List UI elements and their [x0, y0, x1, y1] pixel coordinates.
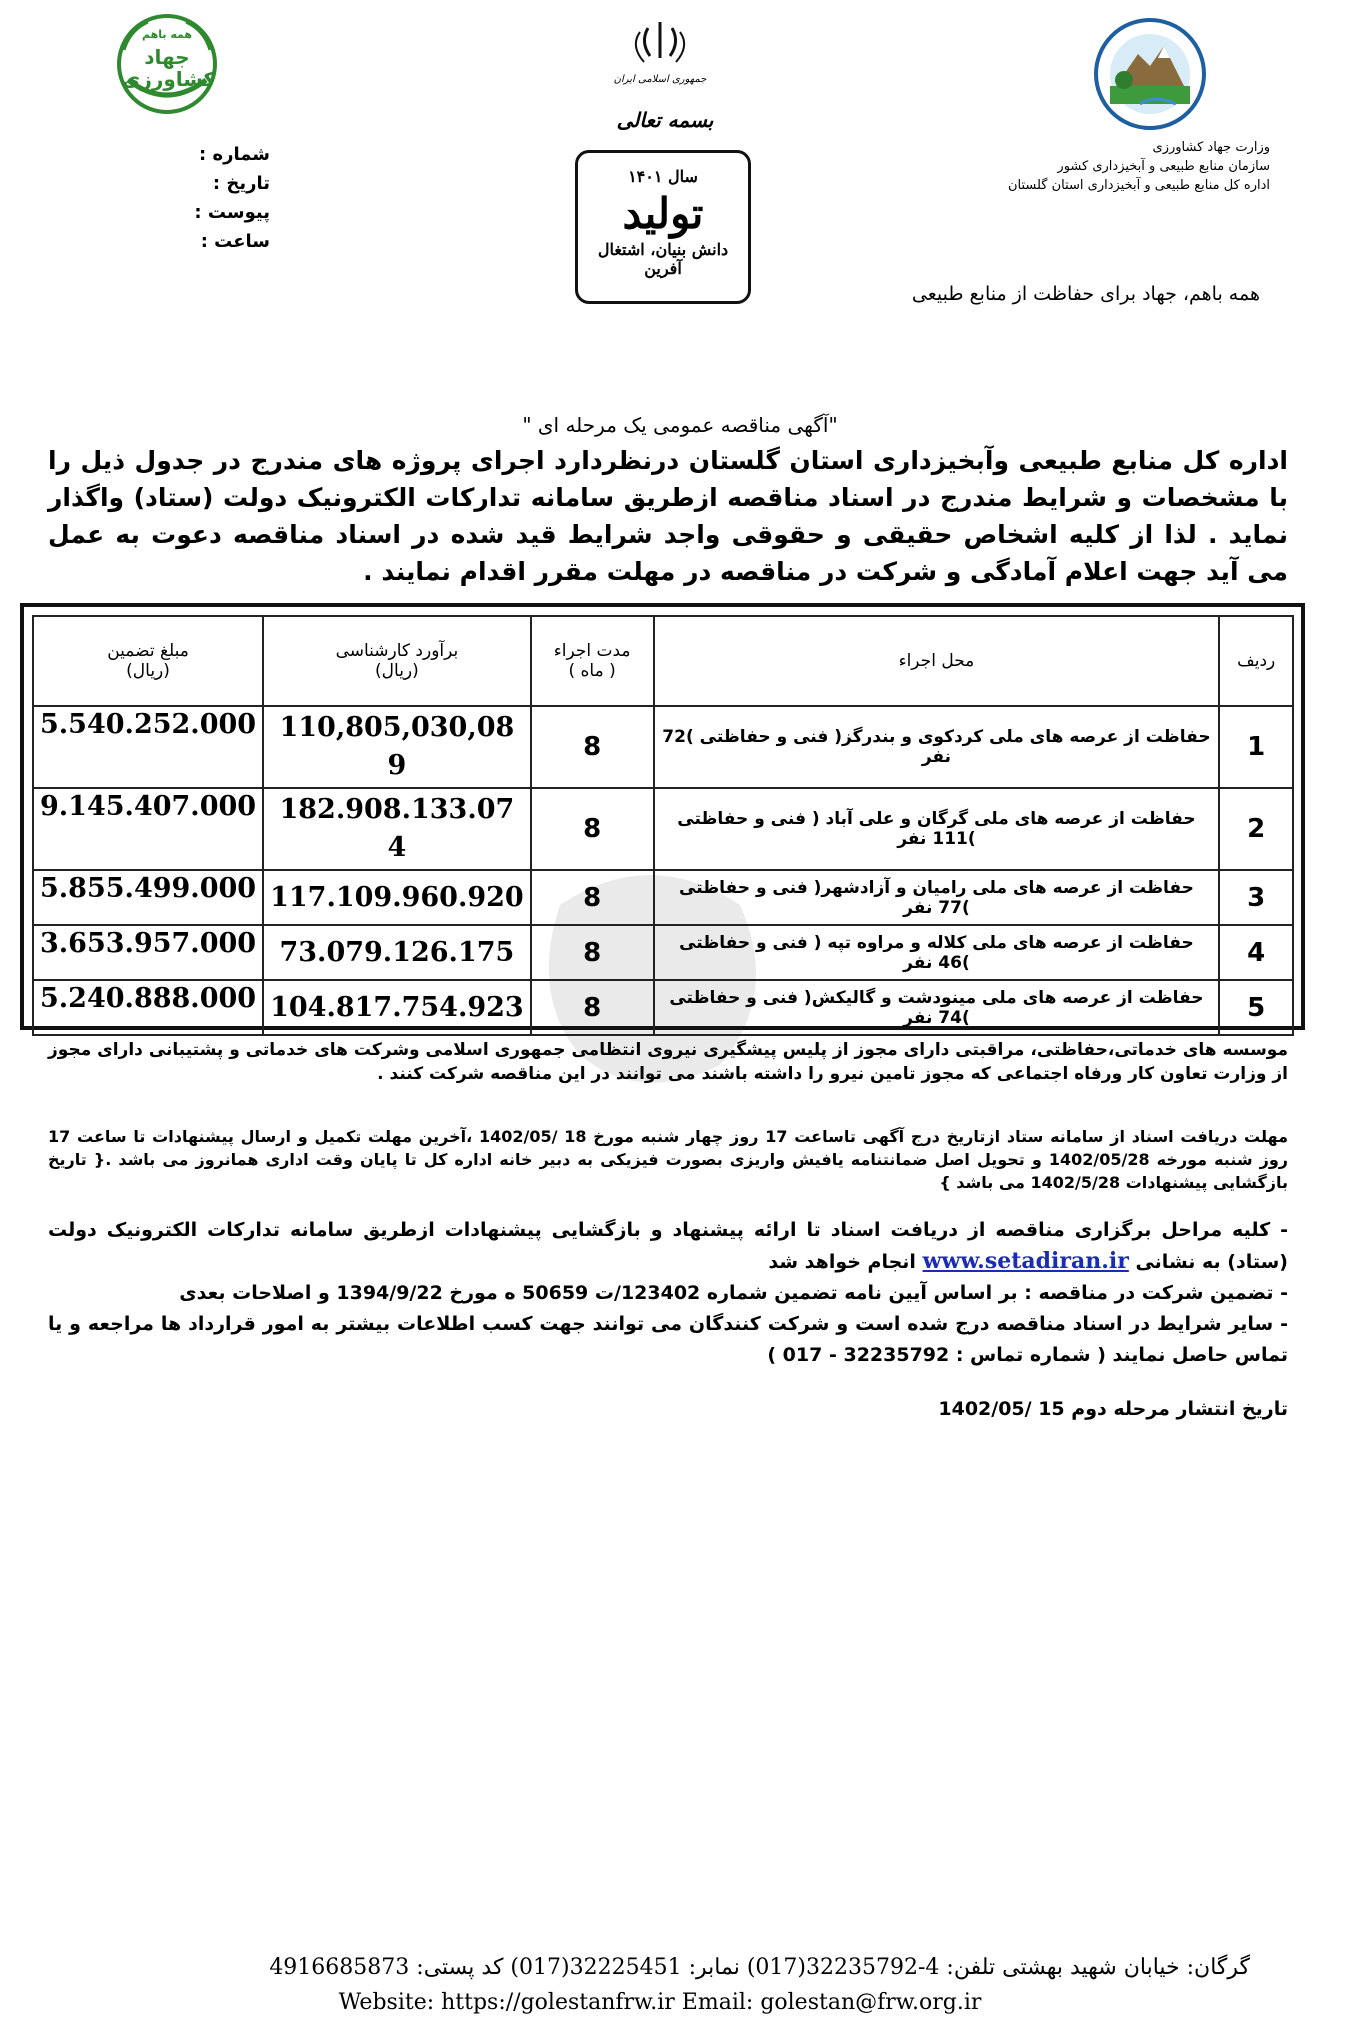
col-row: ردیف: [1219, 616, 1293, 706]
announcement-title: "آگهی مناقصه عمومی یک مرحله ای ": [522, 413, 838, 437]
attachment-label: پیوست :: [194, 202, 270, 223]
table-row: [33, 788, 1293, 870]
row-guarantee: 9.145.407.000: [33, 788, 263, 870]
logo-top-text: همه باهم: [141, 28, 192, 41]
procedure-text: - کلیه مراحل برگزاری مناقصه از دریافت اسناد تا ارائه پیشنهاد و بازگشایی پیشنهادات ازطریق سامانه تدارکات الکترونیک دولت (ستاد) به نشانی: [48, 1219, 1288, 1273]
col-estimate: [263, 616, 531, 706]
row-location: حفاظت از عرصه های ملی مینودشت و گالیکش( فنی و حفاظتی )74 نفر: [654, 980, 1220, 1035]
row-guarantee: 5.855.499.000: [33, 870, 263, 925]
estimate-part-a: 104.817.754.923: [270, 991, 524, 1023]
estimate-part-a: 110,805,030,08: [279, 712, 515, 743]
estimate-part-b: 4: [387, 832, 407, 863]
guarantee-unit: (ریال): [126, 661, 170, 681]
natural-resources-logo: [1080, 14, 1220, 134]
tender-table: [20, 603, 1305, 1030]
row-location: حفاظت از عرصه های ملی رامیان و آزادشهر( فنی و حفاظتی )77 نفر: [654, 870, 1220, 925]
jahad-logo: [108, 10, 226, 118]
organization-lines: [970, 138, 1270, 195]
slogan-sub: دانش بنیان، اشتغال آفرین: [597, 240, 729, 278]
number-label: شماره :: [199, 144, 270, 165]
estimate-title: برآورد کارشناسی: [335, 641, 459, 661]
publish-date: تاریخ انتشار مرحله دوم 15 /1402/05: [938, 1398, 1288, 1420]
row-estimate: [263, 706, 531, 788]
besm-text: بسمه تعالی: [616, 108, 714, 132]
col-duration: [531, 616, 654, 706]
other-conditions: - سایر شرایط در اسناد مناقصه درج شده است و شرکت کنندگان می توانند جهت کسب اطلاعات بیشتر به امور قرارداد ها مراجعه و یا تماس حاصل نمایند ( شماره تماس : 32235792 - 017 ): [48, 1313, 1288, 1366]
guarantee-rule: - تضمین شرکت در مناقصه : بر اساس آیین نامه تضمین شماره 123402/ت 50659 ه مورخ 1394/9/22 و اصلاحات بعدی: [179, 1282, 1288, 1304]
table-row: [33, 706, 1293, 788]
motto: همه باهم، جهاد برای حفاظت از منابع طبیعی: [911, 283, 1260, 305]
footer-address: گرگان: خیابان شهید بهشتی تلفن: 4-32235792(017) نمابر: 32225451(017) کد پستی: 4916685873: [269, 1955, 1250, 1980]
estimate-part-a: 182.908.133.07: [279, 794, 515, 825]
row-number: 5: [1219, 980, 1293, 1035]
row-estimate: [263, 980, 531, 1035]
org-line-3: اداره کل منابع طبیعی و آبخیزداری استان گلستان: [1007, 178, 1270, 193]
row-estimate: [263, 925, 531, 980]
org-line-1: وزارت جهاد کشاورزی: [1152, 140, 1270, 155]
duration-title: مدت اجراء: [553, 641, 631, 661]
row-number: 1: [1219, 706, 1293, 788]
footer-web: Website: https://golestanfrw.ir Email: golestan@frw.org.ir: [338, 1990, 982, 2015]
setadiran-link[interactable]: www.setadiran.ir: [922, 1248, 1129, 1274]
row-duration: 8: [531, 706, 654, 788]
row-duration: 8: [531, 980, 654, 1035]
row-guarantee: 3.653.957.000: [33, 925, 263, 980]
row-location: حفاظت از عرصه های ملی کلاله و مراوه تپه ( فنی و حفاظتی )46 نفر: [654, 925, 1220, 980]
estimate-part-a: 117.109.960.920: [270, 881, 524, 913]
org-line-2: سازمان منابع طبیعی و آبخیزداری کشور: [1057, 159, 1270, 174]
row-duration: 8: [531, 788, 654, 870]
row-number: 2: [1219, 788, 1293, 870]
guarantee-title: مبلغ تضمین: [107, 641, 189, 661]
date-label: تاریخ :: [212, 173, 270, 194]
col-location: محل اجراء: [654, 616, 1220, 706]
table-row: [33, 980, 1293, 1035]
table-row: [33, 925, 1293, 980]
estimate-unit: (ریال): [375, 661, 419, 681]
estimate-part-a: 73.079.126.175: [279, 936, 515, 968]
row-number: 4: [1219, 925, 1293, 980]
letter-meta: [130, 140, 270, 256]
row-location: حفاظت از عرصه های ملی گرگان و علی آباد ( فنی و حفاظتی )111 نفر: [654, 788, 1220, 870]
deadline-paragraph: مهلت دریافت اسناد از سامانه ستاد ازتاریخ درج آگهی تاساعت 17 روز چهار شنبه مورخ 18 /1402/05 ،آخرین مهلت تکمیل و ارسال پیشنهادات تا ساعت 17 روز شنبه مورخه 1402/05/28 و تحویل اصل ضمانتنامه یافیش واریزی بصورت فیزیکی به دبیر خانه اداره کل تا پایان وقت اداری همانروز می باشد .{ تاریخ بازگشایی پیشنهادات 1402/5/28 می باشد }: [48, 1127, 1288, 1192]
row-duration: 8: [531, 925, 654, 980]
slogan-year: سال ۱۴۰۱: [628, 167, 698, 186]
logo-text: جهاد کشاورزی: [122, 45, 216, 91]
procedure-paragraphs: [48, 1215, 1288, 1371]
row-estimate: [263, 870, 531, 925]
procedure-text-end: انجام خواهد شد: [768, 1251, 916, 1273]
row-guarantee: 5.240.888.000: [33, 980, 263, 1035]
row-guarantee: 5.540.252.000: [33, 706, 263, 788]
estimate-part-b: 9: [387, 750, 407, 781]
row-duration: 8: [531, 870, 654, 925]
slogan-main: تولید: [622, 189, 704, 238]
col-guarantee: [33, 616, 263, 706]
row-location: حفاظت از عرصه های ملی کردکوی و بندرگز( فنی و حفاظتی )72 نفر: [654, 706, 1220, 788]
year-slogan: [575, 150, 751, 304]
iran-emblem-icon: [600, 18, 720, 88]
eligibility-paragraph: موسسه های خدماتی،حفاظتی، مراقبتی دارای مجوز از پلیس پیشگیری نیروی انتظامی جمهوری اسلامی وشرکت های خدماتی و پشتیبانی دارای مجوز از وزارت تعاون کار ورفاه اجتماعی که مجوز تامین نیرو را داشته باشند می توانند در این مناقصه شرکت کنند .: [48, 1040, 1288, 1084]
row-number: 3: [1219, 870, 1293, 925]
table-row: [33, 870, 1293, 925]
procedure-line: [48, 1215, 1288, 1278]
time-label: ساعت :: [200, 231, 270, 252]
emblem-caption: جمهوری اسلامی ایران: [613, 74, 707, 85]
duration-unit: ( ماه ): [568, 661, 616, 681]
announcement-body: اداره کل منابع طبیعی وآبخیزداری استان گلستان درنظردارد اجرای پروژه های مندرج در جدول ذیل را با مشخصات و شرایط مندرج در اسناد مناقصه ازطریق سامانه تدارکات الکترونیک دولت (ستاد) واگذار نماید . لذا از کلیه اشخاص حقیقی و حقوقی واجد شرایط قید شده در اسناد مناقصه دعوت به عمل می آید جهت اعلام آمادگی و شرکت در مناقصه در مهلت مقرر اقدام نمایند .: [48, 446, 1288, 586]
row-estimate: [263, 788, 531, 870]
